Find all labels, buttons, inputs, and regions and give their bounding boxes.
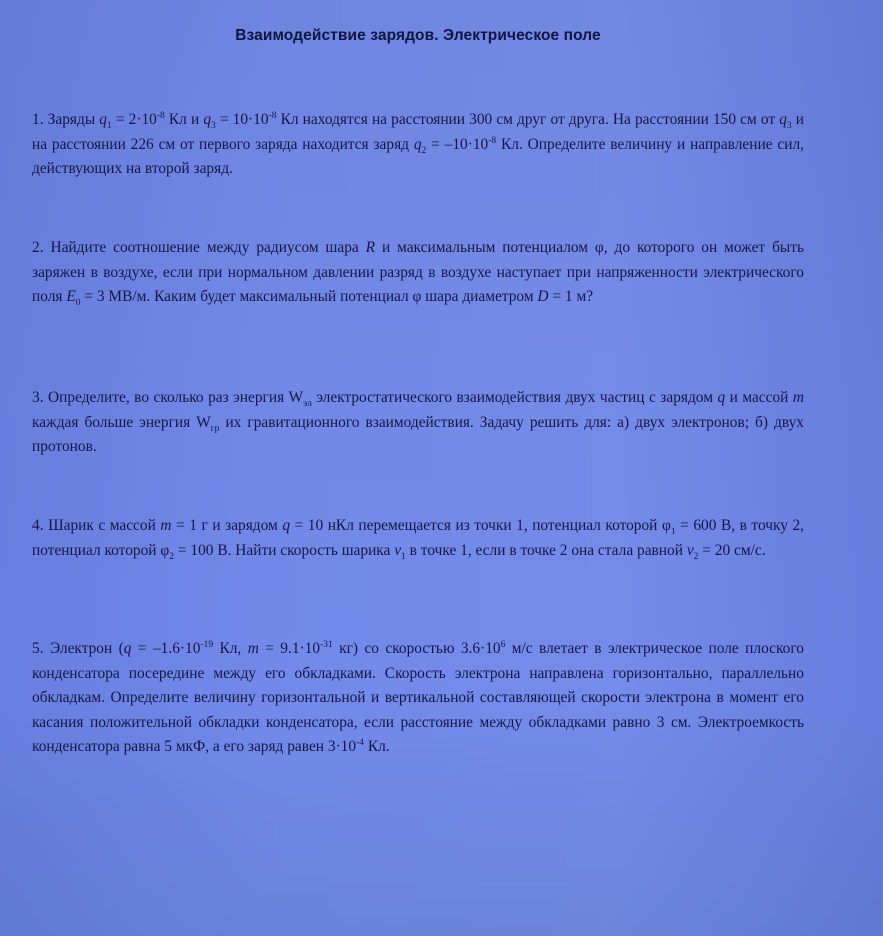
task-text: = 9.1·10 (258, 640, 321, 657)
subscript: 2 (421, 145, 427, 156)
variable: v (394, 541, 402, 559)
task-text: каждая больше энергия W (32, 413, 211, 431)
task-text: и максимальным потенциалом φ, до которого он может быть заряжен в воздухе, если при нормальном давлении разряд в воздухе наступает при напряженности электрического поля (32, 239, 804, 305)
task-5-number: 5. (32, 640, 44, 657)
subscript: 1 (106, 121, 112, 132)
task-text: Кл, (213, 640, 248, 657)
task-text: Определите, во сколько раз энергия W (48, 389, 304, 406)
task-text: Кл. Определите величину и направление сил, действующих на второй заряд. (32, 135, 804, 177)
task-text: Кл находятся на расстоянии 300 см друг от друга. На расстоянии 150 см от (276, 111, 780, 128)
task-text: = –1.6·10 (131, 640, 201, 657)
subscript: 3 (786, 121, 792, 132)
task-text: Кл. (364, 738, 390, 755)
subscript: 3 (211, 121, 216, 132)
document-title: Взаимодействие зарядов. Электрическое поле (235, 27, 601, 44)
variable: q (123, 640, 132, 657)
task-text: = 10·10 (215, 111, 269, 128)
task-3 (32, 386, 804, 460)
task-text: Шарик с массой (48, 517, 161, 534)
task-text: = 10 нКл перемещается из точки 1, потенциал которой φ (290, 517, 671, 534)
task-4 (32, 514, 804, 563)
subscript: 2 (169, 551, 175, 562)
exponent: -19 (200, 639, 214, 650)
variable: q (779, 111, 787, 128)
subscript: гр (210, 423, 220, 434)
variable: D (537, 288, 549, 305)
task-text: кг) со скоростью 3.6·10 (332, 640, 501, 657)
task-text: = 1 г и зарядом (171, 517, 283, 534)
task-2 (32, 236, 804, 310)
task-text: = 600 В, в точку 2, потенциал которой φ (32, 517, 805, 559)
exponent: -8 (268, 110, 277, 121)
variable: q (413, 135, 422, 153)
task-text: их гравитационного взаимодействия. Задачу решить для: а) двух электронов; б) двух протонов. (32, 413, 804, 455)
task-5 (32, 637, 804, 760)
exponent: -31 (320, 639, 333, 650)
task-text: электростатического взаимодействия двух частиц с зарядом (311, 389, 718, 406)
subscript: 0 (75, 298, 81, 309)
task-text: Электрон ( (49, 640, 124, 657)
task-text: и массой (725, 389, 793, 406)
task-text: = 100 В. Найти скорость шарика (174, 541, 395, 559)
task-text: = 3 МВ/м. Каким будет максимальный потенциал φ шара диаметром (80, 288, 538, 305)
task-1 (32, 108, 804, 182)
task-text: = 2·10 (111, 111, 157, 128)
task-text: Заряды (47, 111, 100, 128)
subscript: 1 (401, 551, 406, 562)
task-text: и на расстоянии 226 см от первого заряда находится заряд (32, 111, 804, 153)
variable: v (686, 541, 694, 559)
variable: m (792, 389, 804, 406)
task-text: = 1 м? (548, 288, 594, 305)
variable: q (203, 111, 212, 128)
task-2-number: 2. (32, 239, 44, 256)
subscript: 1 (670, 527, 676, 538)
task-text: = –10·10 (426, 135, 489, 153)
exponent: -8 (488, 135, 497, 146)
variable: m (247, 640, 259, 657)
task-3-number: 3. (32, 389, 44, 406)
task-text: в точке 1, если в точке 2 она стала равной (405, 541, 687, 559)
variable: q (282, 517, 291, 534)
task-4-number: 4. (32, 517, 44, 534)
variable: m (160, 517, 172, 534)
variable: q (99, 111, 107, 128)
subscript: эл (303, 399, 312, 410)
exponent: 6 (500, 639, 506, 650)
subscript: 2 (693, 551, 699, 562)
task-text: = 20 см/с. (698, 541, 766, 559)
exponent: -4 (356, 737, 364, 748)
task-text: м/с влетает в электрическое поле плоского конденсатора посередине между его обкладками. Скорость электрона направлена горизонтально, параллельно обкладкам. Определите величину горизонтальной и вертикальной составляющей скорости электрона в момент его касания положительной обкладки конденсатора, если расстояние между обкладками равно 3 см. Электроемкость конденсатора равна 5 мкФ, а его заряд равен 3·10 (32, 640, 804, 755)
task-text: Кл и (164, 111, 204, 128)
task-1-number: 1. (32, 111, 44, 128)
exponent: -8 (156, 110, 165, 121)
task-text: Найдите соотношение между радиусом шара (50, 239, 366, 256)
variable: R (365, 239, 376, 256)
variable: E (66, 288, 76, 305)
variable: q (717, 389, 726, 406)
